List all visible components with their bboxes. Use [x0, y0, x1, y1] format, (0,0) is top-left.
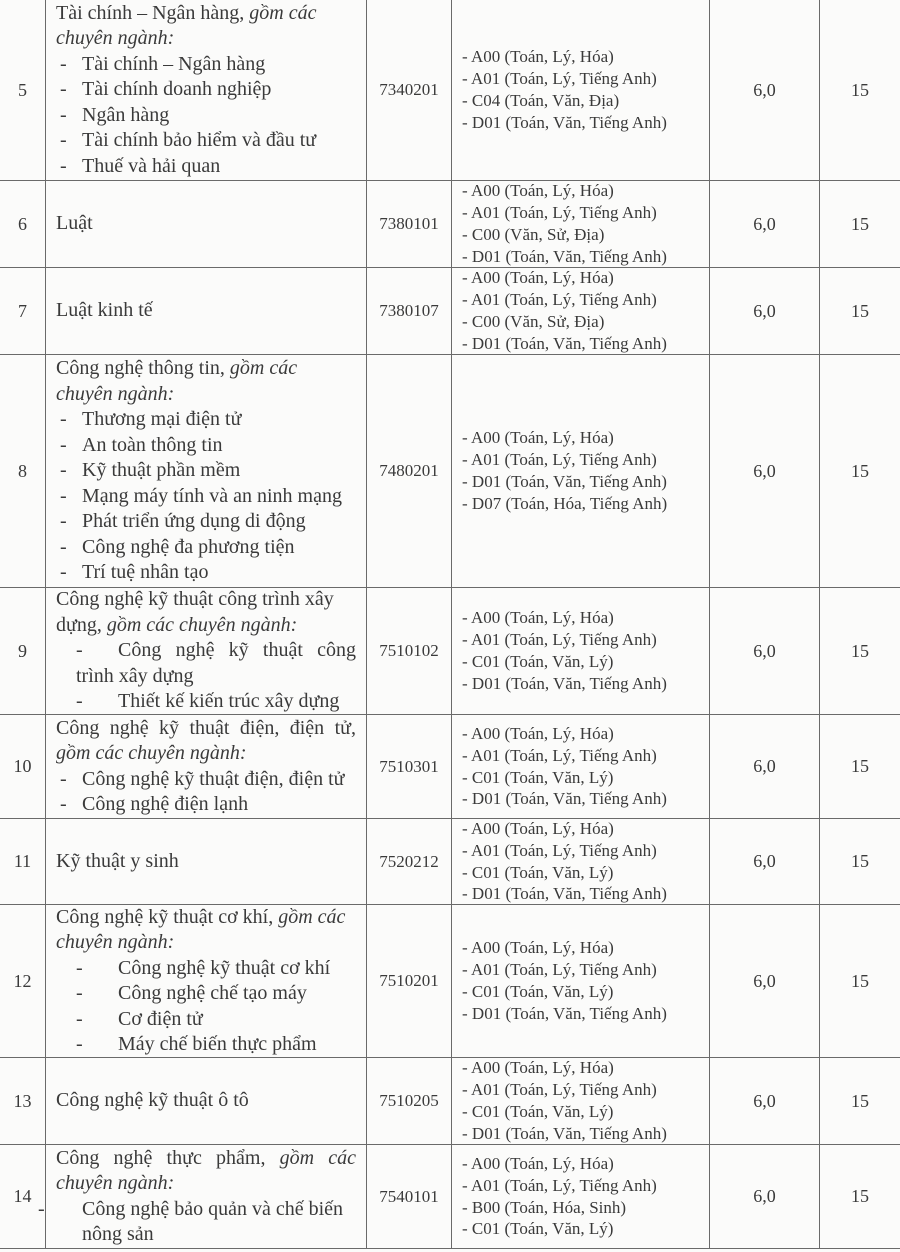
- quota: 15: [851, 640, 869, 661]
- combo-item: - A01 (Toán, Lý, Tiếng Anh): [462, 69, 657, 89]
- program-code: 7380101: [367, 181, 452, 267]
- specialization-item: - Tài chính – Ngân hàng: [60, 52, 266, 75]
- specialization-item: - Công nghệ đa phương tiện: [60, 535, 295, 558]
- min-score: 6,0: [710, 1145, 820, 1248]
- program-name-cell: [46, 715, 367, 818]
- subject-combinations: [452, 819, 710, 904]
- combo-item: - A01 (Toán, Lý, Tiếng Anh): [462, 1175, 657, 1195]
- subject-combinations: [452, 715, 710, 818]
- combo-item: - D01 (Toán, Văn, Tiếng Anh): [462, 789, 667, 809]
- row-number: 7: [0, 268, 46, 354]
- specialization-item: - Tài chính doanh nghiệp: [60, 78, 272, 101]
- program-name-cell: [46, 905, 367, 1057]
- specialization-item: - Thương mại điện tử: [60, 408, 242, 431]
- combo-item: - A01 (Toán, Lý, Tiếng Anh): [462, 840, 657, 860]
- specialization-item: - Máy chế biến thực phẩm: [76, 1033, 317, 1055]
- row-number: 6: [0, 181, 46, 267]
- min-score: 6,0: [710, 905, 820, 1057]
- specialization-item: - An toàn thông tin: [60, 433, 223, 456]
- program-name: Công nghệ kỹ thuật ô tô: [56, 1089, 249, 1112]
- quota: 15: [851, 300, 869, 321]
- row-number: 12: [0, 905, 46, 1057]
- combo-item: - C01 (Toán, Văn, Lý): [462, 1219, 614, 1239]
- specialization-item: - Công nghệ bảo quản và chế biến nông sản: [38, 1197, 344, 1245]
- combo-item: - D01 (Toán, Văn, Tiếng Anh): [462, 112, 667, 132]
- program-note: gồm các chuyên ngành:: [106, 613, 298, 636]
- program-note: gồm các chuyên ngành:: [56, 742, 247, 764]
- row-number: 13: [0, 1058, 46, 1144]
- combo-item: - D01 (Toán, Văn, Tiếng Anh): [462, 472, 667, 491]
- program-code: 7480201: [367, 355, 452, 587]
- quota: 15: [851, 756, 869, 776]
- table-row: [0, 268, 900, 355]
- table-row: [0, 181, 900, 268]
- specialization-item: - Thiết kế kiến trúc xây dựng: [76, 690, 340, 713]
- combo-item: - A01 (Toán, Lý, Tiếng Anh): [462, 960, 657, 980]
- combo-item: - D01 (Toán, Văn, Tiếng Anh): [462, 884, 667, 904]
- combo-item: - A01 (Toán, Lý, Tiếng Anh): [462, 630, 657, 650]
- combo-item: - A01 (Toán, Lý, Tiếng Anh): [462, 1080, 657, 1100]
- min-score: 6,0: [710, 268, 820, 354]
- min-score: 6,0: [710, 0, 820, 180]
- program-name-cell: [46, 355, 367, 587]
- subject-combinations: [452, 1145, 710, 1248]
- combo-item: - D07 (Toán, Hóa, Tiếng Anh): [462, 493, 668, 513]
- subject-combinations: [452, 181, 710, 267]
- program-name-cell: [38, 1145, 367, 1248]
- combo-item: - A00 (Toán, Lý, Hóa): [462, 1153, 614, 1173]
- specialization-item: - Kỹ thuật phần mềm: [60, 459, 241, 482]
- program-name: Công nghệ kỹ thuật công trình xây dựng,: [56, 588, 334, 636]
- program-name-cell: [46, 268, 367, 354]
- subject-combinations: [452, 268, 710, 354]
- combo-item: - A01 (Toán, Lý, Tiếng Anh): [462, 450, 657, 470]
- program-code: 7540101: [367, 1145, 452, 1248]
- combo-item: - A00 (Toán, Lý, Hóa): [462, 268, 614, 288]
- quota: 15: [851, 970, 869, 991]
- program-code: 7340201: [367, 0, 452, 180]
- combo-item: - D01 (Toán, Văn, Tiếng Anh): [462, 246, 667, 266]
- program-name: Tài chính – Ngân hàng,: [56, 1, 250, 24]
- table-row: [0, 588, 900, 715]
- program-name: Công nghệ thông tin,: [56, 357, 230, 380]
- specialization-item: - Công nghệ chế tạo máy: [76, 982, 307, 1004]
- row-number: 14: [0, 1145, 46, 1248]
- program-name: Luật: [56, 212, 93, 235]
- combo-item: - A00 (Toán, Lý, Hóa): [462, 181, 614, 201]
- table-row: [0, 819, 900, 905]
- program-code: 7510201: [367, 905, 452, 1057]
- subject-combinations: [452, 0, 710, 180]
- program-name: Công nghệ thực phẩm,: [56, 1146, 280, 1169]
- program-code: 7380107: [367, 268, 452, 354]
- combo-item: - A00 (Toán, Lý, Hóa): [462, 608, 614, 628]
- specialization-item: - Phát triển ứng dụng di động: [60, 510, 306, 533]
- combo-item: - D01 (Toán, Văn, Tiếng Anh): [462, 333, 667, 353]
- min-score: 6,0: [710, 355, 820, 587]
- table-row: [0, 1145, 900, 1249]
- subject-combinations: [452, 588, 710, 714]
- table-row: [0, 905, 900, 1058]
- quota: 15: [851, 1186, 869, 1206]
- program-name-cell: [46, 819, 367, 904]
- quota: 15: [851, 213, 869, 234]
- specialization-item: - Trí tuệ nhân tạo: [60, 561, 209, 584]
- quota: 15: [851, 1090, 869, 1111]
- combo-item: - C00 (Văn, Sử, Địa): [462, 312, 605, 331]
- program-name-cell: [46, 1058, 367, 1144]
- combo-item: - A00 (Toán, Lý, Hóa): [462, 723, 614, 743]
- combo-item: - A00 (Toán, Lý, Hóa): [462, 938, 614, 958]
- row-number: 11: [0, 819, 46, 904]
- min-score: 6,0: [710, 715, 820, 818]
- min-score: 6,0: [710, 181, 820, 267]
- combo-item: - C04 (Toán, Văn, Địa): [462, 91, 620, 110]
- program-name-cell: [46, 0, 367, 180]
- table-row: [0, 355, 900, 588]
- subject-combinations: [452, 905, 710, 1057]
- combo-item: - C01 (Toán, Văn, Lý): [462, 862, 614, 882]
- program-code: 7520212: [367, 819, 452, 904]
- specialization-item: - Công nghệ kỹ thuật công trình xây dựng: [76, 639, 356, 687]
- row-number: 8: [0, 355, 46, 587]
- program-note: gồm các chuyên ngành:: [56, 905, 346, 953]
- combo-item: - A00 (Toán, Lý, Hóa): [462, 47, 614, 67]
- specialization-item: - Ngân hàng: [60, 103, 170, 126]
- program-note: gồm các chuyên ngành:: [56, 357, 298, 405]
- program-note: gồm các chuyên ngành:: [56, 1146, 356, 1194]
- min-score: 6,0: [710, 1058, 820, 1144]
- combo-item: - A00 (Toán, Lý, Hóa): [462, 428, 614, 448]
- row-number: 10: [0, 715, 46, 818]
- quota: 15: [851, 460, 869, 481]
- specialization-item: - Công nghệ điện lạnh: [60, 793, 249, 815]
- combo-item: - A01 (Toán, Lý, Tiếng Anh): [462, 745, 657, 765]
- min-score: 6,0: [710, 588, 820, 714]
- program-code: 7510301: [367, 715, 452, 818]
- program-name-cell: [46, 181, 367, 267]
- combo-item: - C01 (Toán, Văn, Lý): [462, 982, 614, 1001]
- specialization-item: - Tài chính bảo hiểm và đầu tư: [60, 129, 317, 152]
- specialization-item: - Công nghệ kỹ thuật cơ khí: [76, 956, 331, 979]
- specialization-item: - Công nghệ kỹ thuật điện, điện tử: [60, 767, 345, 790]
- combo-item: - C01 (Toán, Văn, Lý): [462, 1102, 614, 1121]
- row-number: 5: [0, 0, 46, 180]
- quota: 15: [851, 79, 869, 100]
- program-name: Kỹ thuật y sinh: [56, 849, 179, 872]
- table-row: [0, 1058, 900, 1145]
- program-name: Công nghệ kỹ thuật cơ khí,: [56, 905, 279, 928]
- combo-item: - D01 (Toán, Văn, Tiếng Anh): [462, 673, 667, 693]
- table-row: [0, 0, 900, 181]
- program-name: Công nghệ kỹ thuật điện, điện tử,: [56, 716, 356, 739]
- table-row: [0, 715, 900, 819]
- combo-item: - C01 (Toán, Văn, Lý): [462, 652, 614, 671]
- combo-item: - D01 (Toán, Văn, Tiếng Anh): [462, 1003, 667, 1023]
- combo-item: - A01 (Toán, Lý, Tiếng Anh): [462, 203, 657, 223]
- combo-item: - A01 (Toán, Lý, Tiếng Anh): [462, 290, 657, 310]
- combo-item: - B00 (Toán, Hóa, Sinh): [462, 1197, 627, 1217]
- combo-item: - A00 (Toán, Lý, Hóa): [462, 1058, 614, 1078]
- combo-item: - C01 (Toán, Văn, Lý): [462, 767, 614, 787]
- specialization-item: - Cơ điện tử: [76, 1007, 203, 1030]
- program-name-cell: [46, 588, 367, 714]
- row-number: 9: [0, 588, 46, 714]
- specialization-item: - Thuế và hải quan: [60, 154, 221, 177]
- program-code: 7510102: [367, 588, 452, 714]
- program-note: gồm các chuyên ngành:: [56, 1, 317, 50]
- subject-combinations: [452, 355, 710, 587]
- program-name: Luật kinh tế: [56, 299, 153, 322]
- quota: 15: [851, 851, 869, 871]
- min-score: 6,0: [710, 819, 820, 904]
- combo-item: - D01 (Toán, Văn, Tiếng Anh): [462, 1123, 667, 1143]
- combo-item: - C00 (Văn, Sử, Địa): [462, 225, 605, 244]
- program-code: 7510205: [367, 1058, 452, 1144]
- combo-item: - A00 (Toán, Lý, Hóa): [462, 818, 614, 838]
- subject-combinations: [452, 1058, 710, 1144]
- specialization-item: - Mạng máy tính và an ninh mạng: [60, 484, 342, 507]
